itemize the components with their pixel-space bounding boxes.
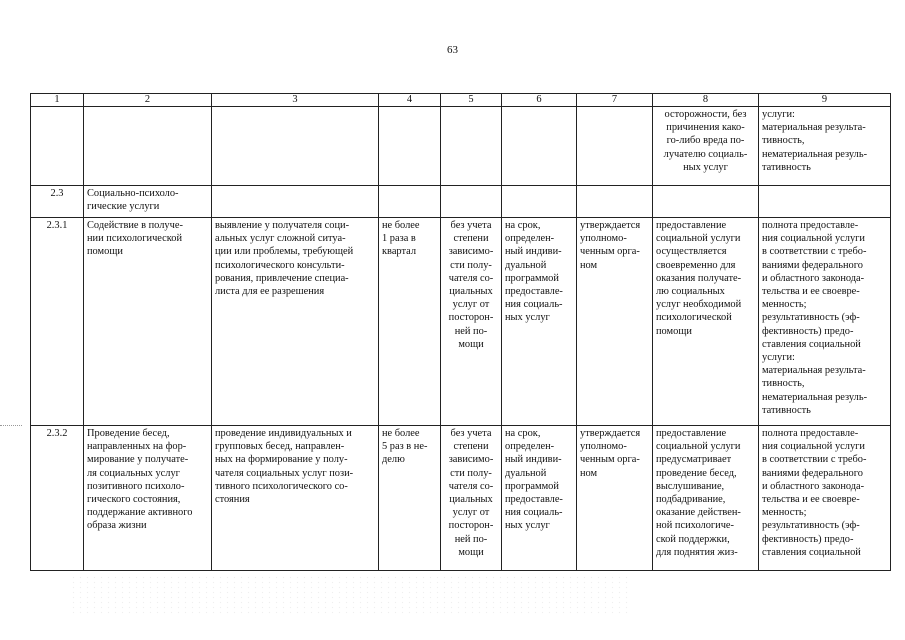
term-cell: на срок, определен- ный индиви- дуальной программой предоставле- ния социаль- ных услуг: [502, 218, 577, 426]
scan-noise: [70, 575, 630, 615]
column-number: 6: [502, 94, 577, 107]
column-number: 1: [31, 94, 84, 107]
column-number: 9: [759, 94, 891, 107]
frequency-cell: не более 5 раз в не- делю: [379, 426, 441, 571]
table-row: [31, 218, 891, 426]
column-number: 8: [653, 94, 759, 107]
criteria-cell: полнота предоставле- ния социальной услуги в соответствии с требо- ваниями федерального и областного законода- тельства и ее своевре- менность; результативность (эф- фективность) предо- ставления социальной услуги: материальная результа- тивность, нематериальная резуль- тативность: [759, 218, 891, 426]
table-row: [31, 426, 891, 571]
continuation-row: [31, 107, 891, 186]
services-table: [30, 93, 891, 571]
scan-margin-mark: [0, 425, 22, 427]
condition-cell: предоставление социальной услуги предусматривает проведение бесед, выслушивание, подбадривание, оказание действен- ной психологиче- ской поддержки, для поднятия жиз-: [653, 426, 759, 571]
page-number: 63: [447, 44, 458, 56]
payment-cell: без учета степени зависимо- сти полу- чателя со- циальных услуг от посторон- ней по- мощи: [441, 218, 502, 426]
service-description-cell: проведение индивидуальных и групповых бесед, направлен- ных на формирование у полу- чателя социальных услуг пози- тивного психологического со- стояния: [212, 426, 379, 571]
frequency-cell: не более 1 раза в квартал: [379, 218, 441, 426]
continuation-condition-cell: осторожности, без причинения како- го-либо вреда по- лучателю социаль- ных услуг: [653, 107, 759, 186]
payment-cell: без учета степени зависимо- сти полу- чателя со- циальных услуг от посторон- ней по- мощи: [441, 426, 502, 571]
section-number: 2.3: [31, 186, 84, 218]
service-name-cell: Проведение бесед, направленных на фор- мирование у получате- ля социальных услуг позитивного психоло- гического состояния, поддержание активного образа жизни: [84, 426, 212, 571]
row-number: 2.3.1: [31, 218, 84, 426]
column-number: 2: [84, 94, 212, 107]
service-description-cell: выявление у получателя соци- альных услуг сложной ситуа- ции или проблемы, требующей психологического консульти- рования, привлечение специа- листа для ее разрешения: [212, 218, 379, 426]
column-numbers-row: [31, 94, 891, 107]
row-number: 2.3.2: [31, 426, 84, 571]
condition-cell: предоставление социальной услуги осуществляется своевременно для оказания получате- лю социальных услуг необходимой психологической помощи: [653, 218, 759, 426]
approval-cell: утверждается уполномо- ченным орга- ном: [577, 426, 653, 571]
column-number: 7: [577, 94, 653, 107]
column-number: 5: [441, 94, 502, 107]
section-title: Социально-психоло- гические услуги: [84, 186, 212, 218]
continuation-criteria-cell: услуги: материальная результа- тивность, нематериальная резуль- тативность: [759, 107, 891, 186]
section-row: [31, 186, 891, 218]
column-number: 4: [379, 94, 441, 107]
service-name-cell: Содействие в получе- нии психологической помощи: [84, 218, 212, 426]
column-number: 3: [212, 94, 379, 107]
criteria-cell: полнота предоставле- ния социальной услуги в соответствии с требо- ваниями федерального и областного законода- тельства и ее своевре- менность; результативность (эф- фективность) предо- ставления социальной: [759, 426, 891, 571]
approval-cell: утверждается уполномо- ченным орга- ном: [577, 218, 653, 426]
term-cell: на срок, определен- ный индиви- дуальной программой предоставле- ния социаль- ных услуг: [502, 426, 577, 571]
